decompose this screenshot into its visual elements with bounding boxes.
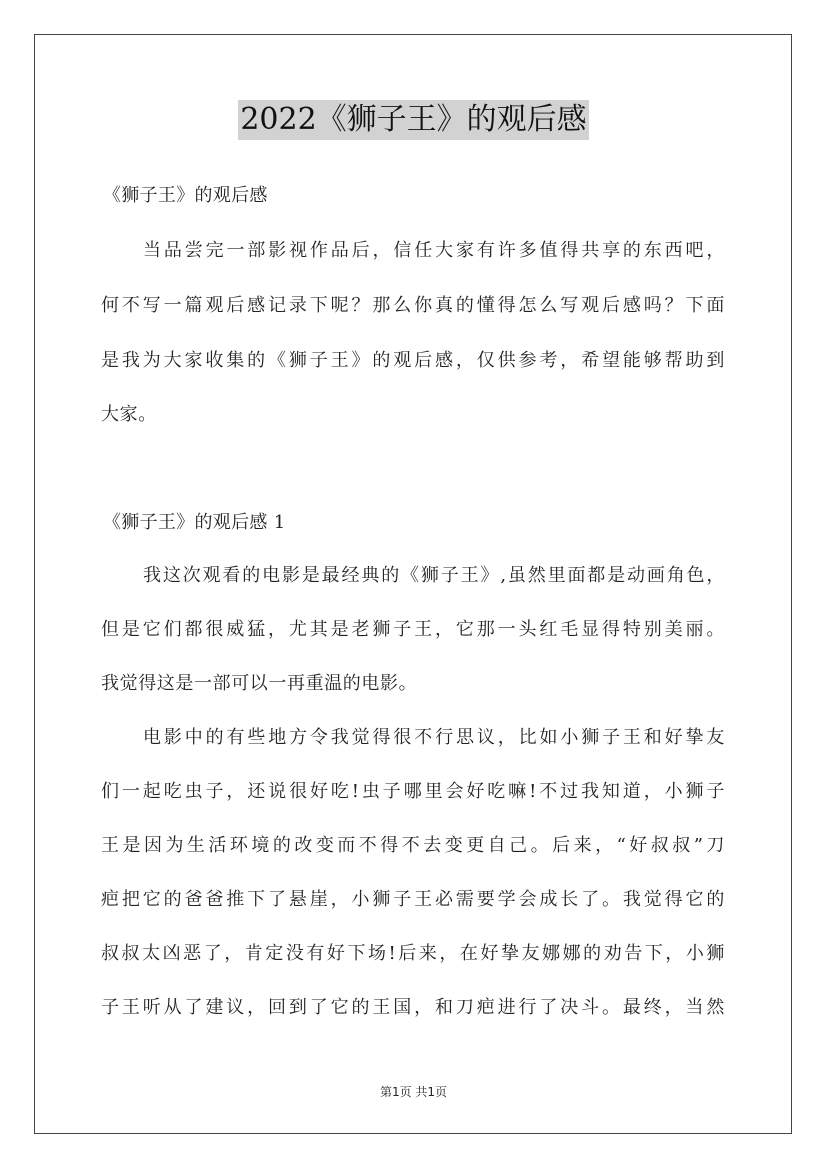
paragraph-line: 但是它们都很威猛，尤其是老狮子王，它那一头红毛显得特别美丽。 [101, 619, 725, 640]
paragraph-line: 电影中的有些地方令我觉得很不行思议，比如小狮子王和好挚友 [143, 727, 725, 748]
paragraph-line: 叔叔太凶恶了，肯定没有好下场!后来，在好挚友娜娜的劝告下，小狮 [101, 943, 725, 964]
section-heading: 《狮子王》的观后感 1 [103, 512, 286, 533]
intro-line: 何不写一篇观后感记录下呢？那么你真的懂得怎么写观后感吗？下面 [101, 295, 725, 316]
paragraph-line: 我觉得这是一部可以一再重温的电影。 [101, 673, 418, 694]
paragraph-line: 我这次观看的电影是最经典的《狮子王》,虽然里面都是动画角色， [143, 565, 725, 586]
paragraph-line: 子王听从了建议，回到了它的王国，和刀疤进行了决斗。最终，当然 [101, 997, 725, 1018]
intro-line: 当品尝完一部影视作品后，信任大家有许多值得共享的东西吧， [143, 240, 725, 261]
intro-line: 大家。 [101, 404, 157, 425]
paragraph-line: 们一起吃虫子，还说很好吃!虫子哪里会好吃嘛!不过我知道，小狮子 [101, 781, 725, 802]
intro-heading: 《狮子王》的观后感 [103, 185, 268, 206]
paragraph-line: 疤把它的爸爸推下了悬崖，小狮子王必需要学会成长了。我觉得它的 [101, 889, 725, 910]
intro-line: 是我为大家收集的《狮子王》的观后感，仅供参考，希望能够帮助到 [101, 350, 725, 371]
document-title: 2022《狮子王》的观后感 [238, 100, 588, 140]
paragraph-line: 王是因为生活环境的改变而不得不去变更自己。后来，“好叔叔”刀 [101, 835, 725, 856]
title-container [0, 100, 827, 140]
page-number-footer: 第1页 共1页 [379, 1085, 448, 1099]
